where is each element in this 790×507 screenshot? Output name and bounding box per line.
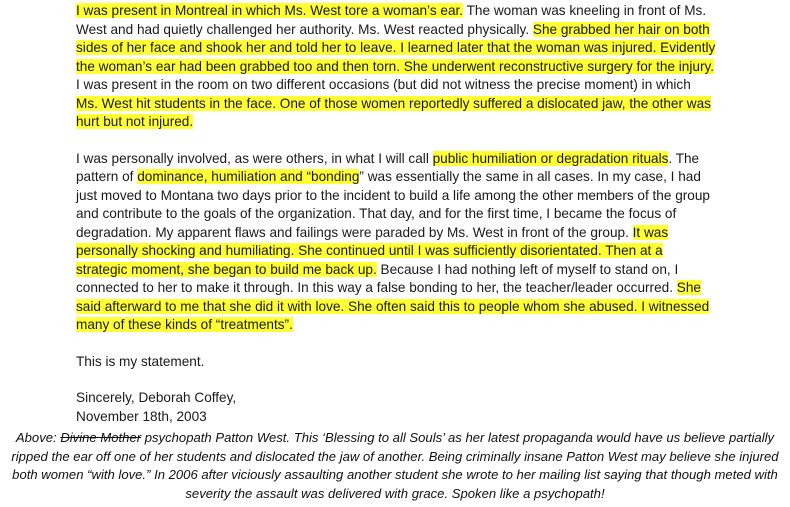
highlighted-text: I was present in Montreal in which Ms. West tore a woman’s ear. bbox=[76, 3, 464, 18]
highlighted-text: public humiliation or degradation rituals bbox=[432, 150, 669, 166]
body-text: . The pattern of bbox=[76, 150, 700, 184]
date-line: November 18th, 2003 bbox=[76, 408, 207, 424]
body-text: I was present in the room on two different occasions (but did not witness the precise moment) in which bbox=[76, 77, 691, 92]
highlighted-text: dominance, humiliation and “bonding bbox=[137, 169, 360, 184]
body-text: I was personally involved, as were others, in what I will call bbox=[76, 150, 433, 166]
paragraph-degradation-rituals bbox=[76, 150, 716, 335]
caption-struck-text: Divine Mother bbox=[60, 430, 142, 445]
statement-letter bbox=[76, 2, 716, 426]
highlighted-text: She said afterward to me that she did it with love. She often said this to people whom she abused. I witnessed many of these kinds of “treatments”. bbox=[76, 280, 710, 332]
body-text: Because I had nothing left of myself to stand on, I connected to her to make it through. In this way a false bonding to her, the teacher/leader occurred. bbox=[76, 261, 679, 295]
body-text: ” was essentially the same in all cases. In my case, I had just moved to Montana two days prior to the incident to build a life among the other members of the group and contribute to the goals of the organization. That day, and for the first time, I became the focus of degradation. My apparent flaws and failings were paraded by Ms. West in front of the group. bbox=[76, 169, 710, 240]
highlighted-text: Ms. West hit students in the face. One of those women reportedly suffered a dislocated jaw, the other was hurt but not injured. bbox=[76, 95, 711, 129]
caption-body: psychopath Patton West. This ‘Blessing to all Souls’ as her latest propaganda would have us believe partially ripped the ear off one of her students and dislocated the jaw of another. Being criminally insane Patton West may believe she injured both women “with love.” In 2006 after viciously assaulting another student she wrote to her mailing list saying that though meted with severity the assault was delivered with grace. Spoken like a psychopath! bbox=[11, 430, 779, 501]
highlighted-text: She grabbed her hair on both sides of her face and shook her and told her to leave. I learned later that the woman was injured. Evidently the woman’s ear had been grabbed too and then torn. She underwent reconstructive surgery for the injury. bbox=[76, 21, 716, 74]
signature-line: Sincerely, Deborah Coffey, bbox=[76, 390, 237, 405]
image-caption bbox=[0, 429, 790, 503]
highlighted-text: It was personally shocking and humiliating. She continued until I was sufficiently disorientated. Then at a strategic moment, she began to build me back up. bbox=[76, 224, 669, 277]
statement-line: This is my statement. bbox=[76, 353, 205, 369]
body-text: The woman was kneeling in front of Ms. West and had quietly challenged her authority. Ms. West reacted physically. bbox=[76, 3, 707, 37]
paragraph-montreal-incident bbox=[76, 2, 716, 132]
caption-prefix: Above: bbox=[15, 430, 61, 445]
